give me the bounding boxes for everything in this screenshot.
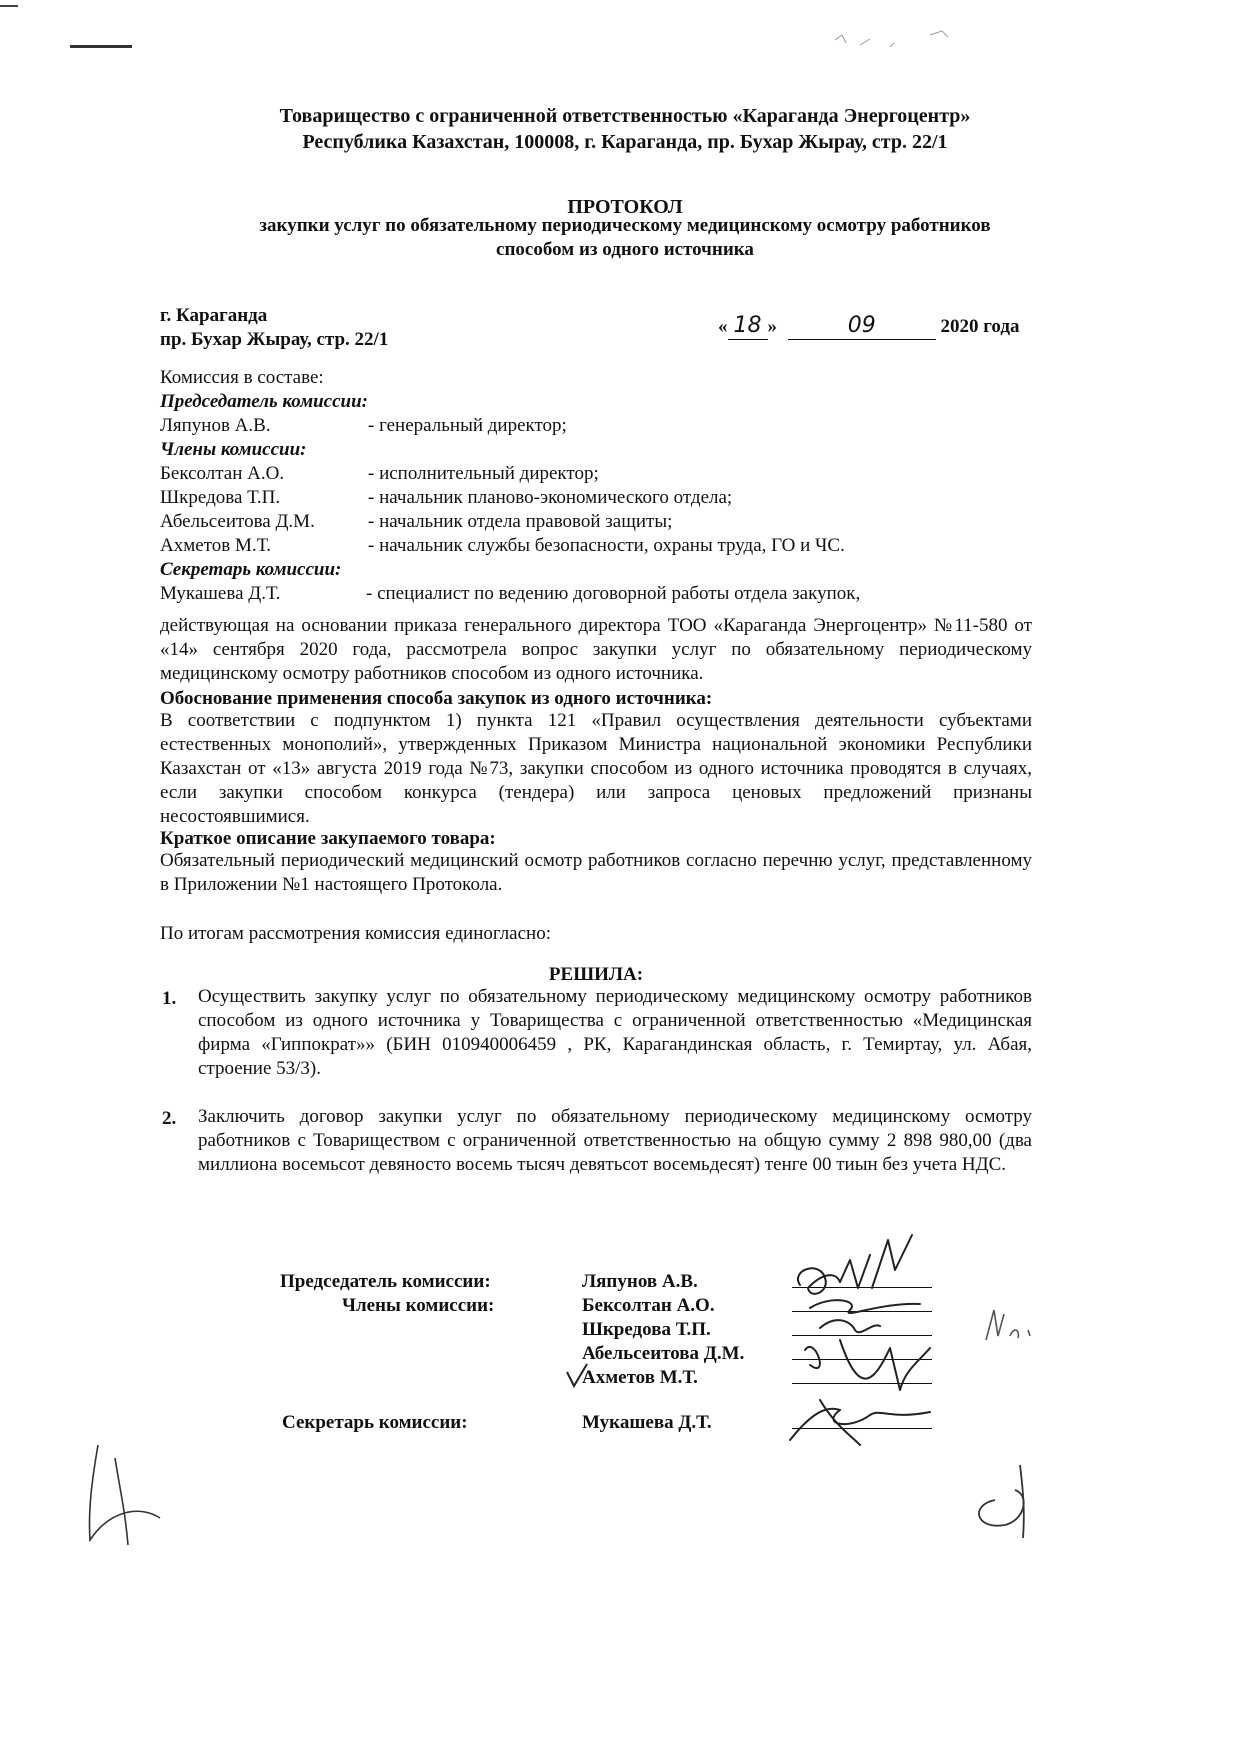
section-heading-description: Краткое описание закупаемого товара: [160, 828, 496, 849]
handwritten-signature [780, 1230, 940, 1450]
member-name: Абельсеитова Д.М. [160, 511, 315, 532]
decision-item-text: Осуществить закупку услуг по обязательному периодическому медицинскому осмотру работников способом из одного источника у Товарищества с ограниченной ответственностью «Медицинская фирма «Гиппократ»» (БИН 010940006459 , РК, Карагандинская область, г. Темиртау, ул. Абая, строение 53/3). [198, 986, 1032, 1079]
scan-mark [70, 45, 132, 48]
paragraph-basis: действующая на основании приказа генерального директора ТОО «Караганда Энергоцентр» №11-580 от «14» сентября 2020 года, рассмотрела вопрос закупки услуг по обязательному периодическому медицинскому осмотру работников способом из одного источника. [160, 615, 1032, 684]
signature-member-name: Шкредова Т.П. [582, 1319, 711, 1340]
scan-noise [830, 25, 960, 55]
document-date [718, 312, 1038, 340]
signature-member-name: Абельсеитова Д.М. [582, 1343, 745, 1364]
chair-heading: Председатель комиссии: [160, 391, 368, 412]
document-title: ПРОТОКОЛ [567, 196, 683, 218]
handwritten-mark [80, 1440, 170, 1550]
date-day: 18 [728, 312, 768, 340]
date-close-quote: » [767, 316, 777, 337]
signature-member-name: Ахметов М.Т. [582, 1367, 698, 1388]
signature-secretary-label: Секретарь комиссии: [282, 1412, 468, 1433]
member-role: - начальник отдела правовой защиты; [368, 511, 673, 532]
place-city: г. Караганда [160, 305, 268, 326]
chair-role: - генеральный директор; [368, 415, 567, 436]
secretary-name: Мукашева Д.Т. [160, 583, 281, 604]
signature-chair-label: Председатель комиссии: [280, 1271, 491, 1292]
paragraph-outcome: По итогам рассмотрения комиссия единогласно: [160, 923, 551, 944]
handwritten-mark [965, 1460, 1055, 1540]
decision-heading: РЕШИЛА: [548, 964, 644, 985]
chair-name: Ляпунов А.В. [160, 415, 271, 436]
signature-member-name: Бексолтан А.О. [582, 1295, 715, 1316]
members-heading: Члены комиссии: [160, 439, 307, 460]
member-role: - начальник планово-экономического отдела; [368, 487, 733, 508]
member-role: - исполнительный директор; [368, 463, 599, 484]
date-year: 2020 года [940, 316, 1020, 337]
decision-item-text: Заключить договор закупки услуг по обязательному периодическому медицинскому осмотру работников с Товариществом с ограниченной ответственностью на общую сумму 2 898 980,00 (два миллиона восемьсот девяносто восемь тысяч девятьсот восемьдесят) тенге 00 тиын без учета НДС. [198, 1106, 1032, 1175]
decision-item-number: 2. [162, 1108, 177, 1129]
signature-chair-name: Ляпунов А.В. [582, 1271, 698, 1292]
date-month: 09 [788, 312, 936, 340]
document-subtitle-line1: закупки услуг по обязательному периодическому медицинскому осмотру работников [259, 215, 991, 236]
org-address: Республика Казахстан, 100008, г. Караганда, пр. Бухар Жырау, стр. 22/1 [302, 131, 948, 153]
handwritten-mark [565, 1362, 589, 1388]
signature-secretary-name: Мукашева Д.Т. [582, 1412, 712, 1433]
signature-members-label: Члены комиссии: [342, 1295, 495, 1316]
org-name: Товарищество с ограниченной ответственностью «Караганда Энергоцентр» [279, 105, 971, 127]
date-open-quote: « [718, 316, 728, 337]
paragraph-justification: В соответствии с подпунктом 1) пункта 121 «Правил осуществления деятельности субъектами естественных монополий», утвержденных Приказом Министра национальной экономики Республики Казахстан от «13» августа 2019 года №73, закупки способом из одного источника проводятся в случаях, если закупки способом конкурса (тендера) или запроса ценовых предложений признаны несостоявшимися. [160, 710, 1032, 827]
handwritten-initials [980, 1300, 1040, 1350]
document-subtitle-line2: способом из одного источника [496, 239, 754, 260]
decision-item-number: 1. [162, 988, 177, 1009]
secretary-heading: Секретарь комиссии: [160, 559, 342, 580]
member-name: Шкредова Т.П. [160, 487, 281, 508]
secretary-role: - специалист по ведению договорной работы отдела закупок, [366, 583, 861, 604]
commission-intro: Комиссия в составе: [160, 367, 324, 388]
place-address: пр. Бухар Жырау, стр. 22/1 [160, 329, 389, 350]
member-name: Бексолтан А.О. [160, 463, 285, 484]
member-name: Ахметов М.Т. [160, 535, 272, 556]
scan-mark [0, 5, 18, 7]
section-heading-justification: Обоснование применения способа закупок из одного источника: [160, 688, 713, 709]
paragraph-description: Обязательный периодический медицинский осмотр работников согласно перечню услуг, представленному в Приложении №1 настоящего Протокола. [160, 850, 1032, 895]
member-role: - начальник службы безопасности, охраны труда, ГО и ЧС. [368, 535, 845, 556]
